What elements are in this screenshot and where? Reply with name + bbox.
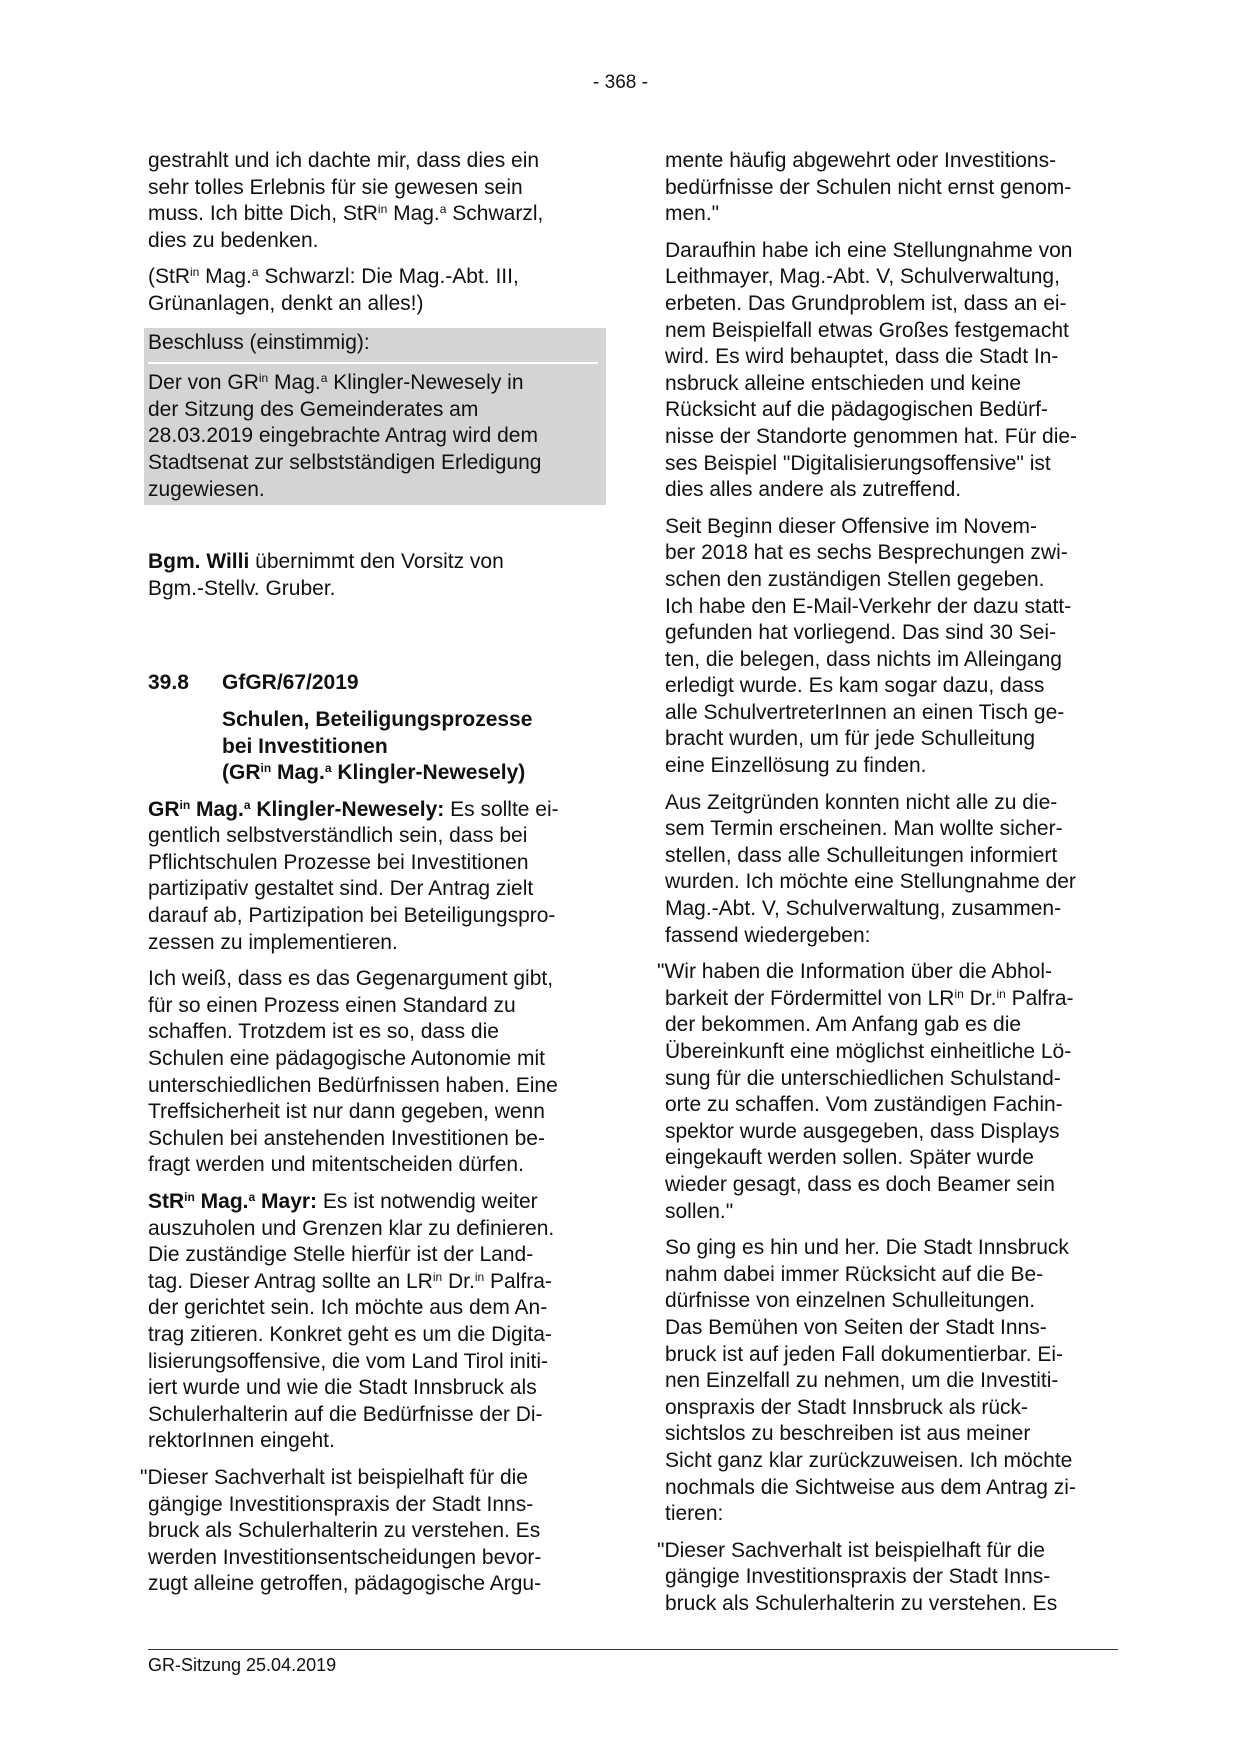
text-line: bruck als Schulerhalterin zu verstehen. Es: [148, 1519, 541, 1543]
text-line: bracht wurden, um für jede Schulleitung: [665, 727, 1036, 751]
text-line: nsbruck alleine entschieden und keine: [665, 371, 1022, 395]
text-line: bei Investitionen: [222, 734, 388, 758]
text-line: Grünanlagen, denkt an alles!): [148, 291, 424, 315]
paragraph: [148, 966, 598, 1179]
text-line: Stadtsenat zur selbstständigen Erledigung: [148, 450, 542, 474]
text-line: orte zu schaffen. Vom zuständigen Fachin-: [665, 1093, 1063, 1117]
text-line: spektor wurde ausgegeben, dass Displays: [665, 1119, 1060, 1143]
text-line: sichtslos zu beschreiben ist aus meiner: [665, 1422, 1031, 1446]
text-line: mente häufig abgewehrt oder Investitions-: [665, 149, 1057, 172]
text-line: sehr tolles Erlebnis für sie gewesen sein: [148, 175, 523, 199]
text-line: Schulen eine pädagogische Autonomie mit: [148, 1047, 545, 1071]
paragraph: [148, 148, 598, 254]
text-line: gängige Investitionspraxis der Stadt Inns-: [148, 1492, 534, 1516]
text-line: partizipativ gestaltet sind. Der Antrag zielt: [148, 877, 534, 901]
text-line: ten, die belegen, dass nichts im Alleingang: [665, 647, 1062, 671]
text-line: der Sitzung des Gemeinderates am: [148, 397, 479, 421]
text-line: für so einen Prozess einen Standard zu: [148, 993, 516, 1017]
text-line: gefunden hat vorliegend. Das sind 30 Sei-: [665, 621, 1057, 645]
text-line: der gerichtet sein. Ich möchte aus dem An-: [148, 1296, 548, 1320]
text-line: Schulen bei anstehenden Investitionen be-: [148, 1126, 545, 1150]
text-line: Leithmayer, Mag.-Abt. V, Schulverwaltung,: [665, 265, 1060, 289]
text-line: Das Bemühen von Seiten der Stadt Inns-: [665, 1315, 1047, 1339]
text-line: (StR$^{in}$ Mag.$^a$ Schwarzl: Die Mag.-Abt. III,: [148, 265, 519, 289]
text-line: zugt alleine getroffen, pädagogische Argu-: [148, 1572, 542, 1596]
text-line: Übereinkunft eine möglichst einheitliche Lö-: [665, 1040, 1072, 1063]
text-line: gentlich selbstverständlich sein, dass bei: [148, 824, 528, 848]
text-line: erledigt wurde. Es kam sogar dazu, dass: [665, 674, 1045, 698]
text-line: sem Termin erscheinen. Man wollte sicher-: [665, 817, 1063, 841]
footer-text: GR-Sitzung 25.04.2019: [148, 1655, 337, 1675]
text-line: 28.03.2019 eingebrachte Antrag wird dem: [148, 424, 538, 448]
text-line: iert wurde und wie die Stadt Innsbruck als: [148, 1376, 537, 1400]
text-line: nisse der Standorte genommen hat. Für die-: [665, 424, 1078, 448]
text-line: Ich weiß, dass es das Gegenargument gibt,: [148, 967, 554, 991]
text-line: So ging es hin und her. Die Stadt Innsbruck: [665, 1236, 1069, 1260]
text-line: gängige Investitionspraxis der Stadt Inns-: [665, 1565, 1051, 1589]
footer-divider: [148, 1649, 1118, 1650]
text-line: Die zuständige Stelle hierfür ist der Land-: [148, 1243, 534, 1267]
text-line: Pflichtschulen Prozesse bei Investitionen: [148, 850, 529, 874]
text-line: Bgm. Willi übernimmt den Vorsitz von: [148, 550, 504, 574]
text-line: Ich habe den E-Mail-Verkehr der dazu statt-: [665, 594, 1072, 618]
text-line: Aus Zeitgründen konnten nicht alle zu die-: [665, 790, 1058, 814]
text-line: ses Beispiel "Digitalisierungsoffensive" ist: [665, 451, 1051, 475]
text-line: Rücksicht auf die pädagogischen Bedürf-: [665, 398, 1048, 422]
text-line: muss. Ich bitte Dich, StR$^{in}$ Mag.$^a$ Schwarzl,: [148, 202, 544, 226]
text-line: wurden. Ich möchte eine Stellungnahme der: [665, 870, 1076, 894]
text-line: stellen, dass alle Schulleitungen informiert: [665, 843, 1058, 867]
text-line: Mag.-Abt. V, Schulverwaltung, zusammen-: [665, 897, 1062, 921]
text-line: wird. Es wird behauptet, dass die Stadt In-: [665, 345, 1059, 369]
paragraph: [665, 514, 1125, 780]
text-line: auszuholen und Grenzen klar zu definieren.: [148, 1216, 555, 1240]
text-line: Seit Beginn dieser Offensive im Novem-: [665, 514, 1037, 538]
text-line: $GR^{in}$ Mag.$^a$ Klingler-Newesely: Es sollte ei-: [148, 797, 559, 821]
text-line: Schulerhalterin auf die Bedürfnisse der Di-: [148, 1402, 543, 1426]
text-line: "Dieser Sachverhalt ist beispielhaft für die: [140, 1465, 528, 1489]
text-line: ($GR^{in}$ Mag.$^a$ Klingler-Newesely): [222, 761, 526, 785]
text-line: nen Einzelfall zu nehmen, um die Investiti-: [665, 1369, 1059, 1393]
agenda-item-heading: [148, 670, 598, 697]
text-line: wieder gesagt, dass es doch Beamer sein: [665, 1172, 1055, 1196]
text-line: nahm dabei immer Rücksicht auf die Be-: [665, 1262, 1044, 1286]
agenda-item-number: 39.8: [148, 671, 189, 695]
text-line: nem Beispielfall etwas Großes festgemacht: [665, 318, 1069, 342]
text-line: onspraxis der Stadt Innsbruck als rück-: [665, 1395, 1028, 1419]
left-column: [140, 148, 598, 1608]
right-column: [657, 148, 1125, 1627]
agenda-item-code: GfGR/67/2019: [222, 671, 359, 695]
quote-paragraph: [657, 1538, 1125, 1618]
text-line: StR$^{in}$ Mag.$^a$ Mayr: Es ist notwendig weiter: [148, 1190, 538, 1213]
text-line: "Dieser Sachverhalt ist beispielhaft für die: [657, 1538, 1045, 1562]
speech-paragraph: [148, 797, 598, 957]
speech-paragraph: [148, 1189, 598, 1455]
text-line: der bekommen. Am Anfang gab es die: [665, 1013, 1022, 1037]
text-line: erbeten. Das Grundproblem ist, dass an ei-: [665, 291, 1067, 315]
text-line: Bgm.-Stellv. Gruber.: [148, 576, 336, 600]
text-line: sung für die unterschiedlichen Schulstand-: [665, 1066, 1061, 1090]
text-line: dies zu bedenken.: [148, 228, 319, 252]
page-number: - 368 -: [593, 72, 648, 93]
agenda-item-title: [222, 707, 598, 787]
text-line: alle SchulvertreterInnen an einen Tisch ge-: [665, 700, 1065, 724]
text-line: bruck als Schulerhalterin zu verstehen. Es: [665, 1591, 1058, 1615]
text-line: zessen zu implementieren.: [148, 930, 398, 954]
text-line: fassend wiedergeben:: [665, 923, 871, 947]
text-line: eingekauft werden sollen. Später wurde: [665, 1146, 1034, 1170]
text-line: rektorInnen eingeht.: [148, 1429, 335, 1453]
text-line: "Wir haben die Information über die Abhol-: [657, 960, 1053, 984]
paragraph: [665, 148, 1125, 228]
text-line: tieren:: [665, 1502, 724, 1526]
text-line: ber 2018 hat es sechs Besprechungen zwi-: [665, 541, 1068, 565]
text-line: Treffsicherheit ist nur dann gegeben, wenn: [148, 1100, 545, 1124]
text-line: Sicht ganz klar zurückzuweisen. Ich möchte: [665, 1448, 1073, 1472]
text-line: fragt werden und mitentscheiden dürfen.: [148, 1153, 524, 1177]
text-line: schaffen. Trotzdem ist es so, dass die: [148, 1020, 499, 1044]
paragraph: [665, 1235, 1125, 1528]
quote-paragraph: [140, 1465, 598, 1598]
quote-paragraph: [657, 959, 1125, 1225]
text-line: dies alles andere als zutreffend.: [665, 478, 962, 502]
text-line: nochmals die Sichtweise aus dem Antrag zi-: [665, 1475, 1076, 1499]
resolution-heading: Beschluss (einstimmig):: [148, 328, 598, 365]
text-line: men.": [665, 202, 720, 226]
text-line: lisierungsoffensive, die vom Land Tirol initi-: [148, 1349, 548, 1373]
paragraph: [665, 238, 1125, 504]
text-line: bruck ist auf jeden Fall dokumentierbar. Ei-: [665, 1342, 1064, 1366]
text-line: dürfnisse von einzelnen Schulleitungen.: [665, 1289, 1036, 1313]
text-line: unterschiedlichen Bedürfnissen haben. Eine: [148, 1073, 558, 1097]
text-line: sollen.": [665, 1199, 734, 1223]
text-line: Daraufhin habe ich eine Stellungnahme von: [665, 238, 1073, 262]
text-line: bedürfnisse der Schulen nicht ernst genom-: [665, 175, 1072, 199]
text-line: Der von $GR^{in}$ Mag.$^a$ Klingler-Newesely in: [148, 371, 524, 395]
resolution-box: [144, 328, 606, 506]
text-line: schen den zuständigen Stellen gegeben.: [665, 567, 1045, 591]
chair-change-note: [148, 549, 598, 602]
text-line: werden Investitionsentscheidungen bevor-: [148, 1545, 542, 1569]
text-line: Schulen, Beteiligungsprozesse: [222, 707, 533, 731]
text-line: eine Einzellösung zu finden.: [665, 754, 927, 778]
text-line: gestrahlt und ich dachte mir, dass dies ein: [148, 149, 540, 172]
text-line: tag. Dieser Antrag sollte an $LR^{in}$ Dr.$^{in}$ Palfra-: [148, 1269, 552, 1293]
text-line: zugewiesen.: [148, 477, 265, 501]
text-line: darauf ab, Partizipation bei Beteiligungspro-: [148, 904, 556, 928]
paragraph: [148, 264, 598, 317]
paragraph: [665, 790, 1125, 950]
text-line: barkeit der Fördermittel von $LR^{in}$ Dr.$^{in}$ Palfra-: [665, 986, 1074, 1010]
text-line: trag zitieren. Konkret geht es um die Digita-: [148, 1322, 552, 1346]
